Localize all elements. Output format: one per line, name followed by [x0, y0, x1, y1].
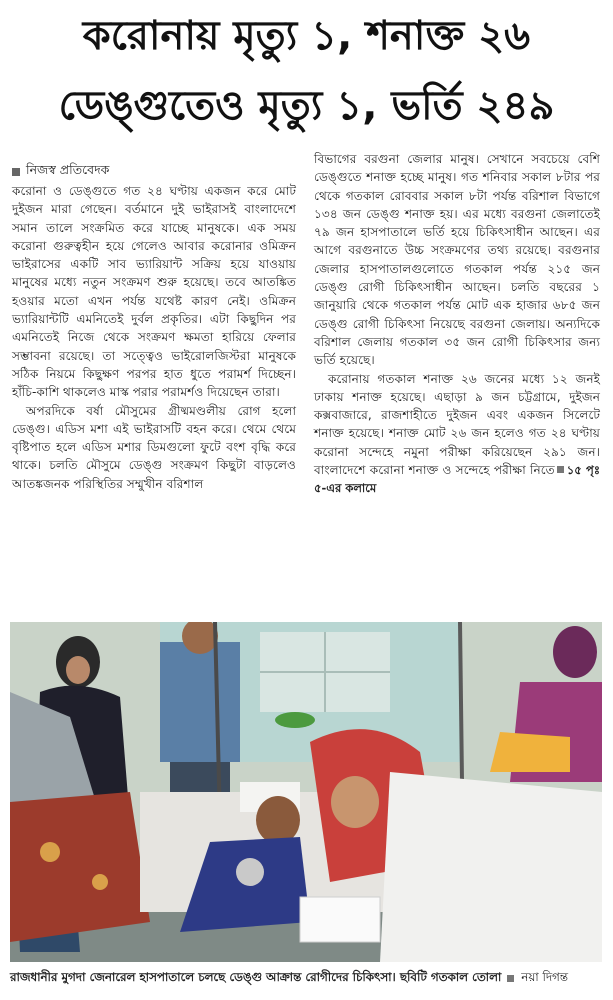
byline-text: নিজস্ব প্রতিবেদক	[26, 162, 110, 177]
article-left-column	[12, 182, 296, 493]
right-paragraph-2-text: করোনায় গতকাল শনাক্ত ২৬ জনের মধ্যে ১২ জনই ঢাকায় শনাক্ত হয়েছে। এছাড়া ৯ জন চট্টগ্রামে, দুইজন কক্সবাজারে, রাজশাহীতে দুইজন এবং একজন সিলেটে শনাক্ত হয়েছে। শনাক্ত মোট ২৬ জন হলেও গত ২৪ ঘণ্টায় করোনা সন্দেহে নমুনা পরীক্ষা করিয়েছেন ২৯১ জন। বাংলাদেশে করোনা শনাক্ত ও সন্দেহে পরীক্ষা নিতে	[314, 371, 600, 478]
article-right-column	[314, 150, 600, 498]
left-paragraph-1: করোনা ও ডেঙ্গুতে গত ২৪ ঘণ্টায় একজন করে মোট দুইজন মারা গেছেন। বর্তমানে দুই ভাইরাসই বাংলাদেশে সমান তালে সংক্রমিত করে যাচ্ছে মানুষকে। এক সময় করোনা গুরুত্বহীন হয়ে গেলেও আবার করোনার ওমিক্রন ভাইরাসের একটি সাব ভ্যারিয়ান্ট সক্রিয় হয়ে যাওয়ায় মানুষের মধ্যে নতুন সংক্রমণ শুরু হয়েছে। তবে আতঙ্কিত হওয়ার মতো এখন পর্যন্ত যথেষ্ট কারণ নেই। ওমিক্রন ভ্যারিয়ান্টটি এমনিতেই দুর্বল প্রকৃতির। এটা কিছুদিন পর এমনিতেই নিজে থেকে সংক্রমণ ক্ষমতা হারিয়ে ফেলার সম্ভাবনা রয়েছে। তা সত্ত্বেও ভাইরোলজিস্টরা মানুষকে সঠিক নিয়মে কিছুক্ষণ পরপর হাত ধুতে পরামর্শ দিচ্ছেন। হাঁচি-কাশি থাকলেও মাস্ক পরার পরামর্শও দিয়েছেন তারা।	[12, 184, 296, 400]
headline-line-1: করোনায় মৃত্যু ১, শনাক্ত ২৬	[82, 13, 531, 59]
headline-line-2: ডেঙ্গুতেও মৃত্যু ১, ভর্তি ২৪৯	[58, 83, 555, 129]
news-photo-hospital	[10, 622, 602, 962]
right-paragraph-1: বিভাগের বরগুনা জেলার মানুষ। সেখানে সবচেয়ে বেশি ডেঙ্গুতে শনাক্ত হচ্ছে মানুষ। গত শনিবার সকাল ৮টার পর থেকে গতকাল রোববার সকাল ৮টা পর্যন্ত বরিশাল বিভাগে ১৩৪ জন ডেঙ্গু শনাক্ত হয়। এর মধ্যে বরগুনা জেলাতেই ৭৯ জন হাসপাতালে ভর্তি হয়ে চিকিৎসাধীন আছেন। এর আগে বরগুনাতে উচ্চ সংক্রমণের তথ্য রয়েছে। বরগুনার জেলার হাসপাতালগুলোতে গতকাল পর্যন্ত ২১৫ জন ডেঙ্গু রোগী চিকিৎসাধীন আছেন। চলতি বছরের ১ জানুয়ারি থেকে গতকাল পর্যন্ত মোট এক হাজার ৬৮৫ জন ডেঙ্গু রোগী চিকিৎসা নিয়েছে বরগুনা জেলায়। অন্যদিকে বরিশাল জেলায় গতকাল ৩৫ জন রোগী চিকিৎসার জন্য ভর্তি হয়েছে।	[314, 152, 600, 368]
byline	[12, 162, 109, 182]
photo-caption	[10, 968, 602, 988]
credit-marker-icon	[507, 975, 514, 982]
continuation-jump: ১৫ পৃঃ ৫-এর কলামে	[314, 463, 600, 496]
photo-caption-text: রাজধানীর মুগদা জেনারেল হাসপাতালে চলছে ডেঙ্গু আক্রান্ত রোগীদের চিকিৎসা। ছবিটি গতকাল তোলা	[10, 970, 502, 984]
byline-bullet-icon	[12, 168, 20, 176]
right-paragraph-2	[314, 370, 600, 498]
continuation-marker-icon	[557, 466, 564, 473]
left-paragraph-2: অপরদিকে বর্ষা মৌসুমের গ্রীষ্মমণ্ডলীয় রোগ হলো ডেঙ্গু। এডিস মশা এই ভাইরাসটি বহন করে। থেমে থেমে বৃষ্টিপাত হলে এডিস মশার ডিমগুলো ফুটে বংশ বৃদ্ধি করে থাকে। চলতি মৌসুমে ডেঙ্গু সংক্রমণ কিছুটা বাড়লেও আতঙ্কজনক পরিস্থিতির সম্মুখীন বরিশাল	[12, 403, 296, 491]
photo-credit: নয়া দিগন্ত	[521, 970, 568, 984]
